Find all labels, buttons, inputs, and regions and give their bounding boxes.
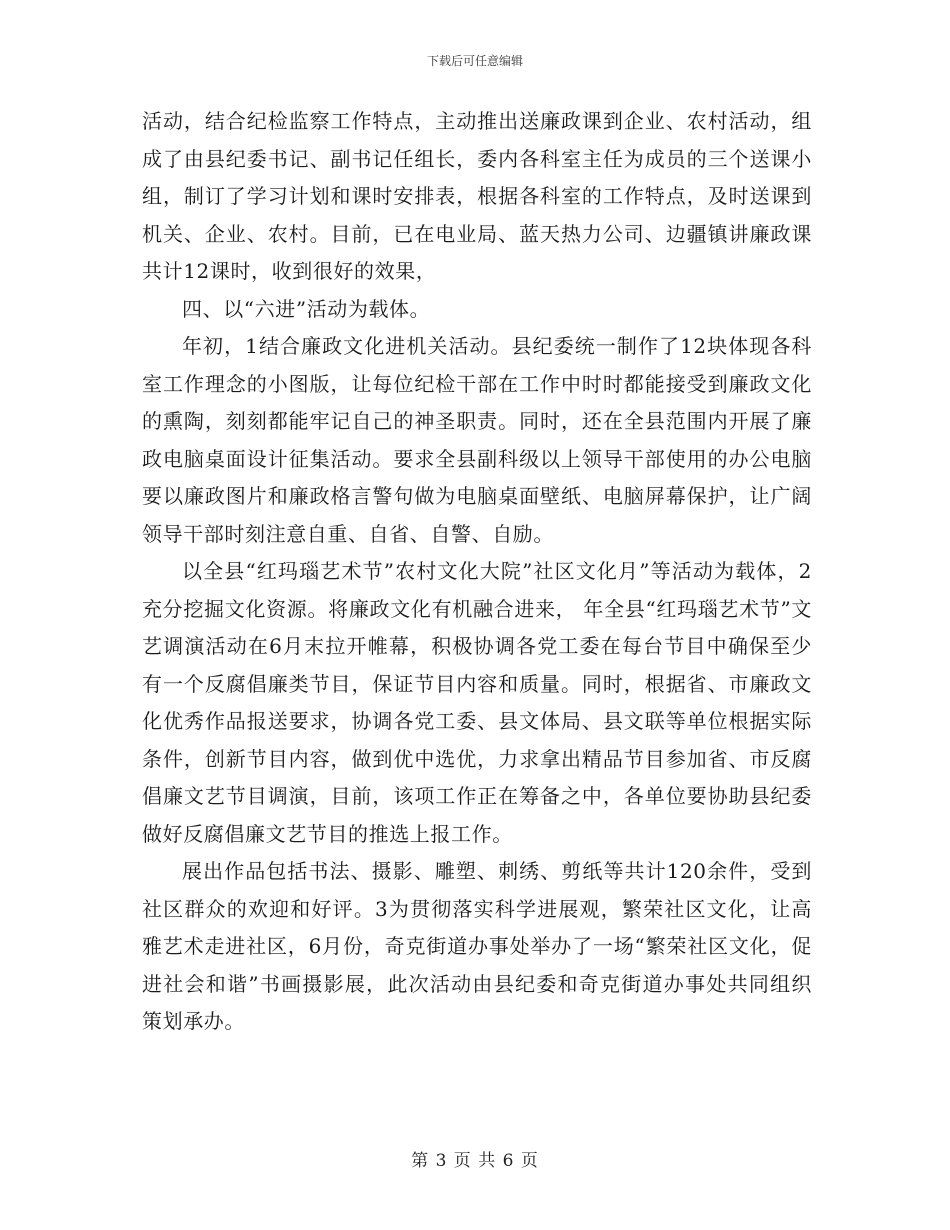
- page-number: 第 3 页 共 6 页: [411, 1151, 539, 1171]
- paragraph-2-heading: 四、以“六进”活动为载体。: [182, 296, 431, 321]
- page-header-note: 下载后可任意编辑: [426, 54, 523, 68]
- paragraph-4: 以全县“红玛瑙艺术节”农村文化大院”社区文化月”等活动为载体，2充分挖掘文化资源。将廉政文化有机融合进来， 年全县“红玛瑙艺术节”文艺调演活动在6月末拉开帷幕，积极协调各党工委在每台节目中确保至少有一个反腐倡廉类节目，保证节目内容和质量。同时，根据省、市廉政文化优秀作品报送要求，协调各党工委、县文体局、县文联等单位根据实际条件，创新节目内容，做到优中选优，力求拿出精品节目参加省、市反腐倡廉文艺节目调演，目前，该项工作正在筹备之中，各单位要协助县纪委做好反腐倡廉文艺节目的推选上报工作。: [142, 559, 812, 846]
- paragraph-3: 年初，1结合廉政文化进机关活动。县纪委统一制作了12块体现各科室工作理念的小图版，让每位纪检干部在工作中时时都能接受到廉政文化的熏陶，刻刻都能牢记自己的神圣职责。同时，还在全县范围内开展了廉政电脑桌面设计征集活动。要求全县副科级以上领导干部使用的办公电脑要以廉政图片和廉政格言警句做为电脑桌面壁纸、电脑屏幕保护，让广阔领导干部时刻注意自重、自省、自警、自励。: [142, 334, 812, 546]
- paragraph-5: 展出作品包括书法、摄影、雕塑、刺绣、剪纸等共计120余件，受到社区群众的欢迎和好评。3为贯彻落实科学进展观，繁荣社区文化，让高雅艺术走进社区，6月份，奇克街道办事处举办了一场“繁荣社区文化，促进社会和谐”书画摄影展，此次活动由县纪委和奇克街道办事处共同组织策划承办。: [142, 859, 812, 1033]
- document-body: [142, 103, 812, 1041]
- paragraph-1: 活动，结合纪检监察工作特点，主动推出送廉政课到企业、农村活动，组成了由县纪委书记、副书记任组长，委内各科室主任为成员的三个送课小组，制订了学习计划和课时安排表，根据各科室的工作特点，及时送课到机关、企业、农村。目前，已在电业局、蓝天热力公司、边疆镇讲廉政课共计12课时，收到很好的效果，: [142, 109, 812, 283]
